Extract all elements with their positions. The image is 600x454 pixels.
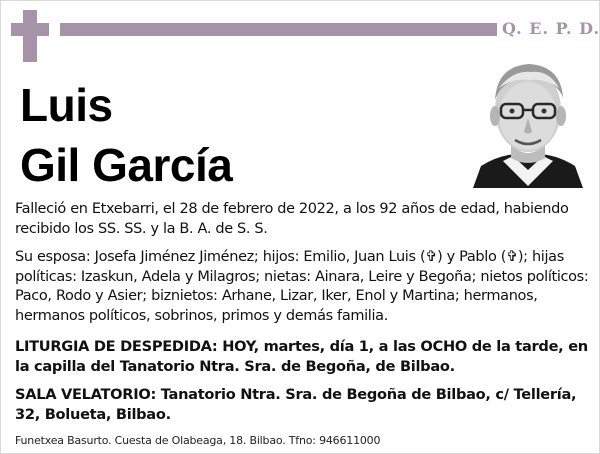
deceased-surnames: Gil García <box>20 139 233 191</box>
death-announcement: Falleció en Etxebarri, el 28 de febrero de 2022, a los 92 años de edad, habiendo recibido los SS. SS. y la B. A. de S. S. <box>15 201 569 237</box>
header-bar <box>60 23 497 36</box>
wake-room-info: SALA VELATORIO: Tanatorio Ntra. Sra. de Begoña de Bilbao, c/ Tellería, 32, Bolueta, Bilbao. <box>15 386 577 423</box>
portrait-photo <box>473 58 583 188</box>
family-list: Su esposa: Josefa Jiménez Jiménez; hijos: Emilio, Juan Luis (✞) y Pablo (✞); hijas políticas: Izaskun, Adela y Milagros; nietas: Ainara, Leire y Begoña; nietos políticos: Paco, Rodo y Asier; biznietos: Arhane, Lizar, Iker, Enol y Martina; hermanos, hermanos políticos, sobrinos, primos y demás familia. <box>15 249 589 324</box>
funeral-home-footer: Funetxea Basurto. Cuesta de Olabeaga, 18. Bilbao. Tfno: 946611000 <box>15 434 381 447</box>
deceased-first-name: Luis <box>20 79 113 131</box>
cross-icon: ✞ <box>506 249 518 265</box>
cross-icon: ✞ <box>425 249 438 265</box>
liturgy-info: LITURGIA DE DESPEDIDA: HOY, martes, día 1, a las OCHO de la tarde, en la capilla del Tanatorio Ntra. Sra. de Begoña, de Bilbao. <box>15 338 588 375</box>
qepd-heading: Q. E. P. D. <box>502 19 600 38</box>
